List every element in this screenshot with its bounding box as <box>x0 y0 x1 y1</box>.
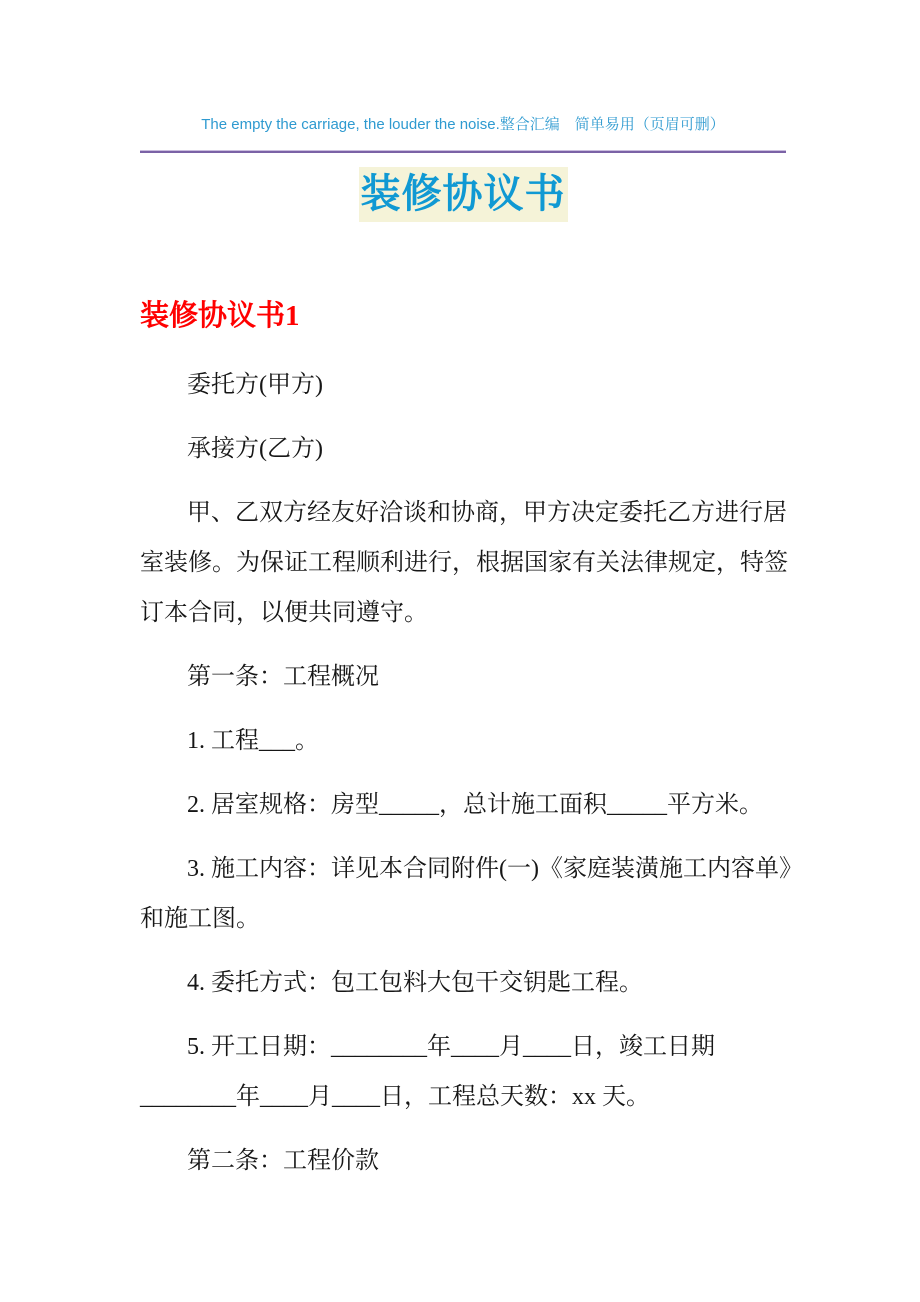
page-header-note: The empty the carriage, the louder the noise.整合汇编 简单易用（页眉可删） <box>201 116 725 133</box>
paragraph <box>140 424 786 474</box>
paragraph <box>140 488 786 638</box>
paragraph-line: 甲、乙双方经友好洽谈和协商，甲方决定委托乙方进行居 <box>187 500 787 526</box>
paragraph-line: 5. 开工日期：________年____月____日，竣工日期 <box>187 1034 715 1060</box>
paragraph <box>140 360 786 410</box>
paragraph-line: 4. 委托方式：包工包料大包干交钥匙工程。 <box>187 970 643 996</box>
paragraph <box>140 958 786 1008</box>
paragraph <box>140 844 803 944</box>
paragraph-line: 和施工图。 <box>140 906 260 932</box>
title-row <box>140 167 786 222</box>
paragraph-line: 室装修。为保证工程顺利进行，根据国家有关法律规定，特签 <box>140 550 788 576</box>
paragraph-line: 2. 居室规格：房型_____，总计施工面积_____平方米。 <box>187 792 763 818</box>
page-title: 装修协议书 <box>359 167 568 222</box>
body-paragraphs <box>140 360 803 1186</box>
paragraph <box>140 652 786 702</box>
paragraph <box>140 716 786 766</box>
paragraph-line: 承接方(乙方) <box>187 436 323 462</box>
paragraph-line: 订本合同，以便共同遵守。 <box>140 600 428 626</box>
paragraph-line: ________年____月____日，工程总天数：xx 天。 <box>140 1084 650 1110</box>
paragraph-line: 1. 工程___。 <box>187 728 319 754</box>
page-content <box>140 0 803 1186</box>
paragraph-line: 第二条：工程价款 <box>187 1148 379 1174</box>
header-divider-line <box>140 150 786 153</box>
paragraph-line: 委托方(甲方) <box>187 372 323 398</box>
paragraph-line: 3. 施工内容：详见本合同附件(一)《家庭装潢施工内容单》 <box>187 856 803 882</box>
paragraph <box>140 1136 786 1186</box>
paragraph <box>140 780 786 830</box>
paragraph-line: 第一条：工程概况 <box>187 664 379 690</box>
section-heading: 装修协议书1 <box>140 300 300 332</box>
paragraph <box>140 1022 786 1122</box>
